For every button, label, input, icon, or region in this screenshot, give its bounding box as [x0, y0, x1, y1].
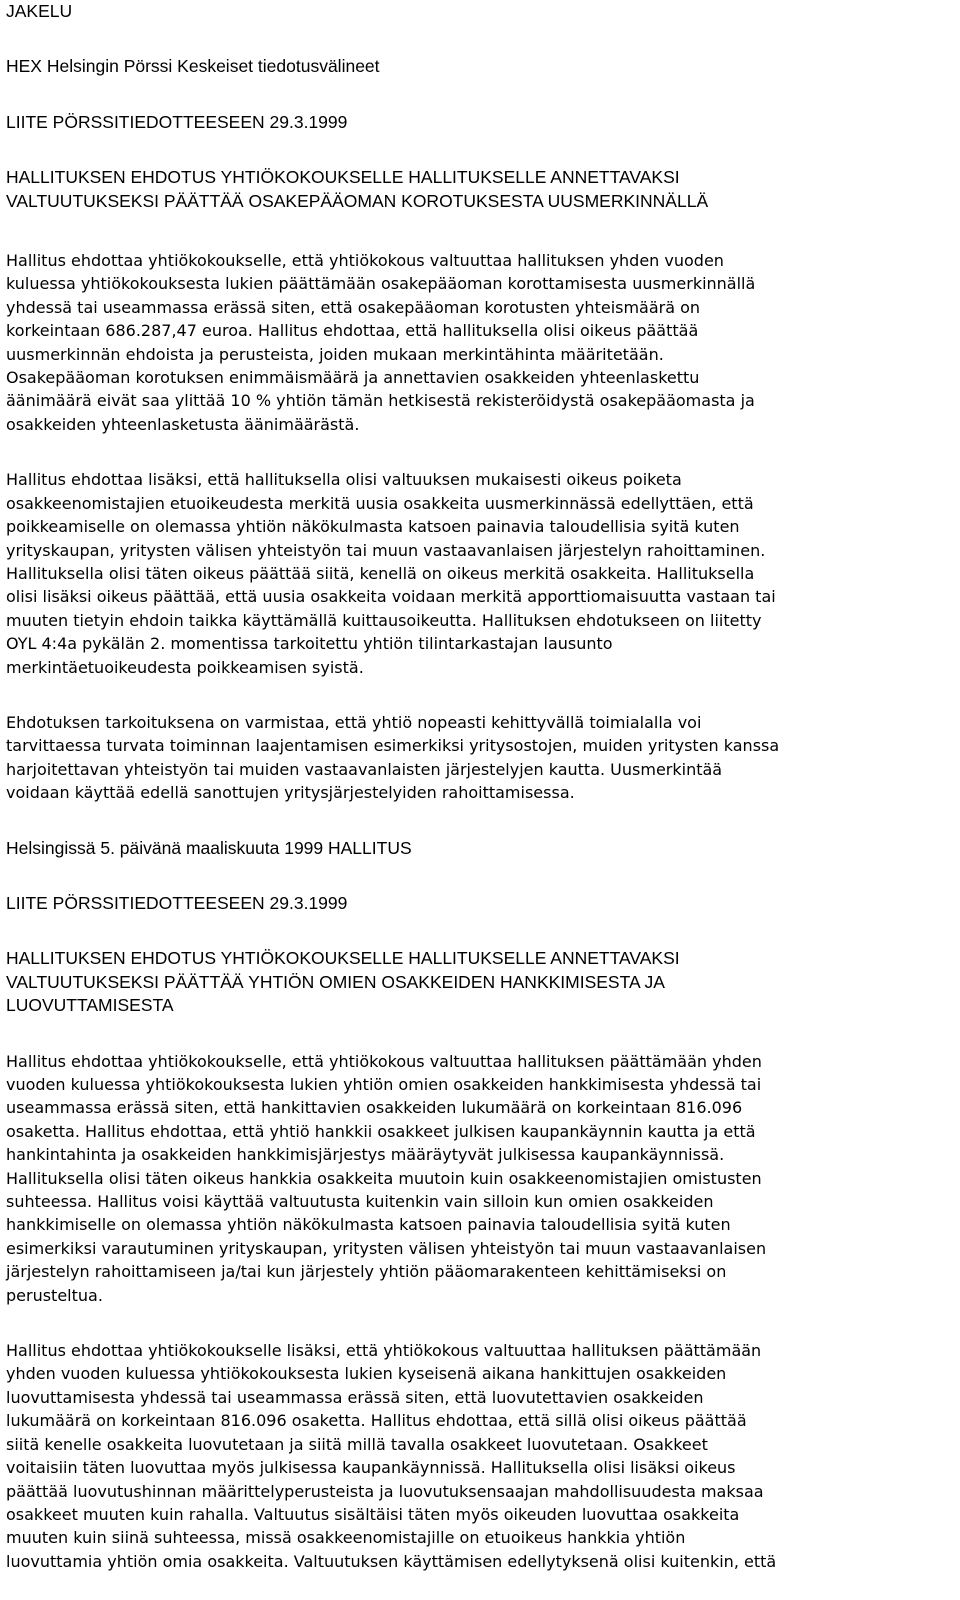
paragraph-line: luovuttamia yhtiön omia osakkeita. Valtuutuksen käyttämisen edellytyksenä olisi kuitenkin, että — [6, 1551, 777, 1571]
paragraph-line: lukumäärä on korkeintaan 816.096 osaketta. Hallitus ehdottaa, että sillä olisi oikeus päättää — [6, 1411, 747, 1431]
paragraph-line: Hallitus ehdottaa yhtiökokoukselle, että yhtiökokous valtuuttaa hallituksen päättämään yhden — [6, 1051, 762, 1071]
paragraph-line: hankkimiselle on olemassa yhtiön näkökulmasta katsoen painavia taloudellisia syitä kuten — [6, 1215, 731, 1235]
paragraph-line: Hallitus ehdottaa yhtiökokoukselle lisäksi, että yhtiökokous valtuuttaa hallituksen päättämään — [6, 1341, 762, 1361]
paragraph-line: suhteessa. Hallitus voisi käyttää valtuutusta kuitenkin vain silloin kun omien osakkeiden — [6, 1192, 714, 1212]
paragraph-line: Hallitus ehdottaa lisäksi, että hallituksella olisi valtuuksen mukaisesti oikeus poiketa — [6, 470, 682, 490]
paragraph-line: yhden vuoden kuluessa yhtiökokouksesta lukien kyseisenä aikana hankittujen osakkeiden — [6, 1364, 727, 1384]
distribution-recipients: HEX Helsingin Pörssi Keskeiset tiedotusvälineet — [6, 56, 380, 77]
paragraph-line: voidaan käyttää edellä sanottujen yritysjärjestelyiden rahoittamisessa. — [6, 783, 575, 803]
paragraph-line: kuluessa yhtiökokouksesta lukien päättämään osakepääoman korottamisesta uusmerkinnällä — [6, 274, 756, 294]
paragraph-line: yrityskaupan, yritysten välisen yhteistyön tai muun vastaavanlaisen järjestelyn rahoittaminen. — [6, 540, 766, 560]
proposal-heading — [6, 947, 956, 1017]
paragraph-line: osakkeiden yhteenlasketusta äänimäärästä. — [6, 414, 360, 434]
appendix-own-shares — [6, 892, 956, 1573]
paragraph — [6, 249, 956, 436]
paragraph-line: Hallituksella olisi täten oikeus päättää siitä, kenellä on oikeus merkitä osakkeita. Hallituksella — [6, 563, 755, 583]
paragraph-line: perusteltua. — [6, 1285, 103, 1305]
paragraph — [6, 1050, 956, 1307]
paragraph-line: osakkeenomistajien etuoikeudesta merkitä uusia osakkeita uusmerkinnässä edellyttäen, että — [6, 493, 754, 513]
appendix-share-issue — [6, 111, 956, 860]
paragraph-line: muuten tietyin ehdoin taikka käyttämällä kuittausoikeutta. Hallituksen ehdotukseen on liitetty — [6, 610, 762, 630]
paragraph-line: harjoitettavan yhteistyön tai muiden vastaavanlaisten järjestelyjen kautta. Uusmerkintää — [6, 759, 723, 779]
heading-line: VALTUUTUKSEKSI PÄÄTTÄÄ OSAKEPÄÄOMAN KOROTUKSESTA UUSMERKINNÄLLÄ — [6, 190, 709, 211]
paragraph-line: muuten kuin siinä suhteessa, missä osakkeenomistajille on etuoikeus hankkia yhtiön — [6, 1528, 686, 1548]
paragraph-line: osaketta. Hallitus ehdottaa, että yhtiö hankkii osakkeet julkisen kaupankäynnin kautta ja että — [6, 1121, 756, 1141]
paragraph-line: korkeintaan 686.287,47 euroa. Hallitus ehdottaa, että hallituksella olisi oikeus päättää — [6, 321, 699, 341]
paragraph-line: merkintäetuoikeudesta poikkeamisen syistä. — [6, 657, 364, 677]
paragraph-line: Ehdotuksen tarkoituksena on varmistaa, että yhtiö nopeasti kehittyvällä toimialalla voi — [6, 712, 702, 732]
paragraph — [6, 1339, 956, 1573]
heading-line: HALLITUKSEN EHDOTUS YHTIÖKOKOUKSELLE HALLITUKSELLE ANNETTAVAKSI — [6, 167, 680, 188]
paragraph-line: OYL 4:4a pykälän 2. momentissa tarkoitettu yhtiön tilintarkastajan lausunto — [6, 634, 613, 654]
paragraph-line: vuoden kuluessa yhtiökokouksesta lukien yhtiön omien osakkeiden hankkimisesta yhdessä tai — [6, 1075, 762, 1094]
paragraph-line: useammassa erässä siten, että hankittavien osakkeiden lukumäärä on korkeintaan 816.096 — [6, 1098, 743, 1118]
appendix-title: LIITE PÖRSSITIEDOTTEESEEN 29.3.1999 — [6, 892, 348, 913]
paragraph-line: siitä kenelle osakkeita luovutetaan ja siitä millä tavalla osakkeet luovutetaan. Osakkeet — [6, 1434, 708, 1454]
paragraph-line: äänimäärä eivät saa ylittää 10 % yhtiön tämän hetkisestä rekisteröidystä osakepääomasta ja — [6, 391, 755, 411]
paragraph-line: Osakepääoman korotuksen enimmäismäärä ja annettavien osakkeiden yhteenlaskettu — [6, 368, 700, 388]
paragraph-line: päättää luovutushinnan määrittelyperusteista ja luovutuksensaajan mahdollisuudesta maksaa — [6, 1481, 764, 1501]
signature-line: Helsingissä 5. päivänä maaliskuuta 1999 HALLITUS — [6, 837, 412, 858]
paragraph-line: tarvittaessa turvata toiminnan laajentamisen esimerkiksi yritysostojen, muiden yritysten kanssa — [6, 736, 780, 756]
paragraph-line: Hallituksella olisi täten oikeus hankkia osakkeita muutoin kuin osakkeenomistajien omistusten — [6, 1168, 762, 1188]
paragraph-line: järjestelyn rahoittamiseen ja/tai kun järjestely yhtiön pääomarakenteen kehittämiseksi on — [6, 1262, 727, 1282]
proposal-heading — [6, 166, 956, 213]
paragraph-line: osakkeet muuten kuin rahalla. Valtuutus sisältäisi täten myös oikeuden luovuttaa osakkeita — [6, 1504, 740, 1524]
document-page — [6, 0, 956, 1573]
paragraph-line: Hallitus ehdottaa yhtiökokoukselle, että yhtiökokous valtuuttaa hallituksen yhden vuoden — [6, 251, 724, 271]
paragraph — [6, 711, 956, 805]
heading-line: LUOVUTTAMISESTA — [6, 995, 174, 1016]
paragraph-line: poikkeamiselle on olemassa yhtiön näkökulmasta katsoen painavia taloudellisia syitä kuten — [6, 517, 740, 537]
paragraph-line: luovuttamisesta yhdessä tai useammassa erässä siten, että luovutettavien osakkeiden — [6, 1387, 704, 1407]
paragraph-line: yhdessä tai useammassa erässä siten, että osakepääoman korotusten yhteismäärä on — [6, 297, 701, 317]
paragraph-line: olisi lisäksi oikeus päättää, että uusia osakkeita voidaan merkitä apporttiomaisuutta vastaan tai — [6, 587, 776, 607]
heading-line: HALLITUKSEN EHDOTUS YHTIÖKOKOUKSELLE HALLITUKSELLE ANNETTAVAKSI — [6, 948, 680, 969]
paragraph-line: voitaisiin täten luovuttaa myös julkisessa kaupankäynnissä. Hallituksella olisi lisäksi oikeus — [6, 1458, 736, 1478]
heading-line: VALTUUTUKSEKSI PÄÄTTÄÄ YHTIÖN OMIEN OSAKKEIDEN HANKKIMISESTA JA — [6, 971, 665, 992]
appendix-title: LIITE PÖRSSITIEDOTTEESEEN 29.3.1999 — [6, 111, 348, 132]
paragraph — [6, 468, 956, 679]
distribution-label: JAKELU — [6, 1, 73, 21]
paragraph-line: hankintahinta ja osakkeiden hankkimisjärjestys määräytyvät julkisessa kaupankäynnissä. — [6, 1145, 725, 1165]
paragraph-line: uusmerkinnän ehdoista ja perusteista, joiden mukaan merkintähinta määritetään. — [6, 344, 664, 364]
paragraph-line: esimerkiksi varautuminen yrityskaupan, yritysten välisen yhteistyön tai muun vastaavanlaisen — [6, 1238, 767, 1258]
